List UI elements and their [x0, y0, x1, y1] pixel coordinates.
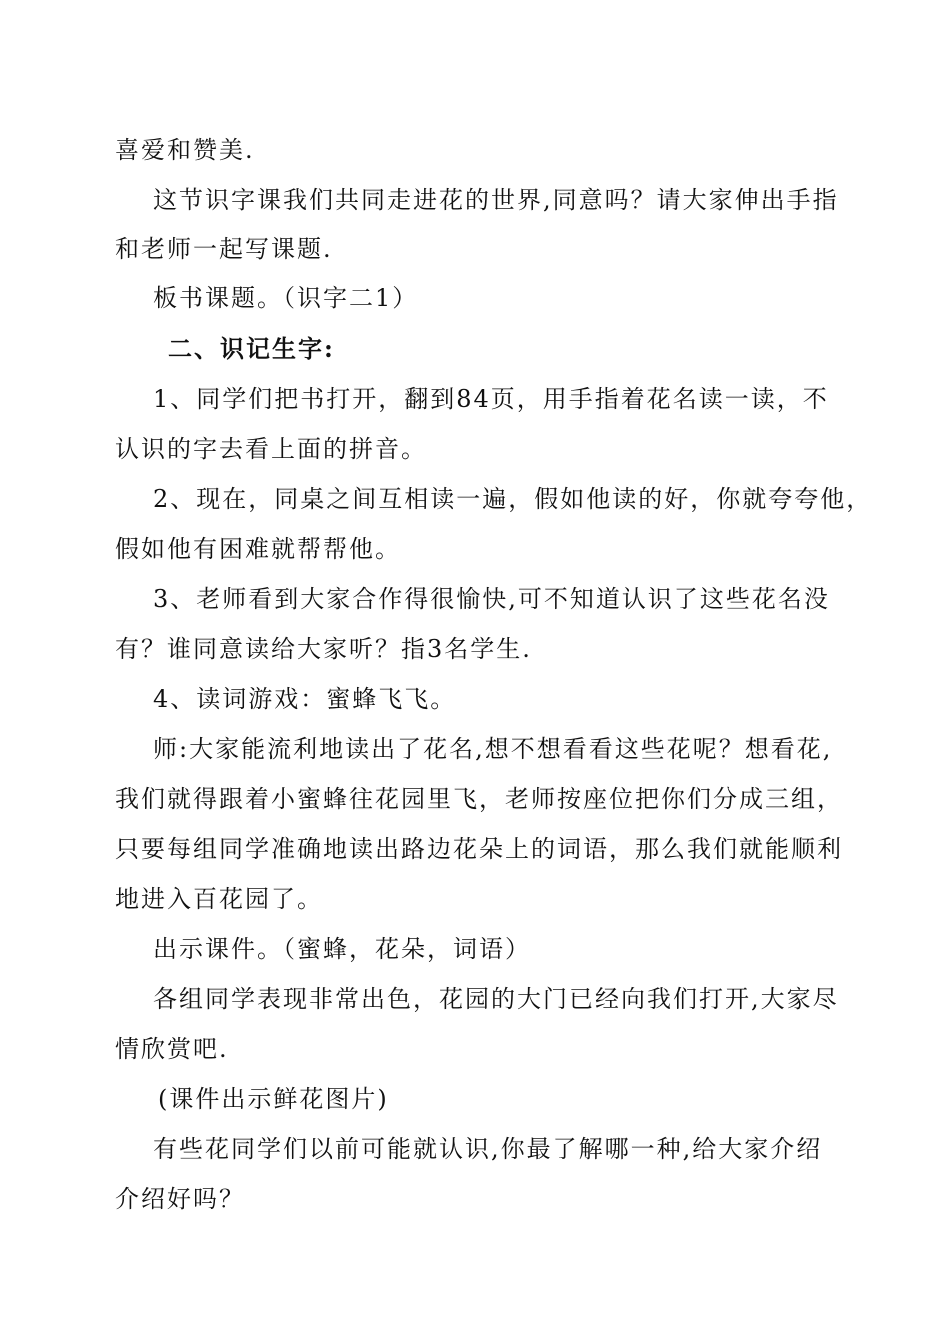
text-line: 有？谁同意读给大家听？指3名学生.: [115, 635, 532, 663]
text-line: 和老师一起写课题.: [115, 235, 333, 263]
text-line: 地进入百花园了。: [115, 885, 323, 913]
text-line: 只要每组同学准确地读出路边花朵上的词语，那么我们就能顺利: [115, 835, 843, 863]
text-line: 喜爱和赞美.: [115, 136, 255, 164]
text-line: 这节识字课我们共同走进花的世界,同意吗？请大家伸出手指: [153, 186, 839, 214]
text-line: 介绍好吗？: [115, 1185, 245, 1213]
text-line: (课件出示鲜花图片): [158, 1085, 389, 1113]
text-line: 有些花同学们以前可能就认识,你最了解哪一种,给大家介绍: [153, 1135, 823, 1163]
text-line: 各组同学表现非常出色，花园的大门已经向我们打开,大家尽: [153, 985, 839, 1013]
section-heading: 二、识记生字:: [168, 334, 335, 363]
text-line: 认识的字去看上面的拼音。: [115, 435, 427, 463]
text-line: 我们就得跟着小蜜蜂往花园里飞，老师按座位把你们分成三组，: [115, 785, 843, 813]
text-line: 1、同学们把书打开，翻到84页，用手指着花名读一读，不: [153, 385, 829, 413]
text-line: 师:大家能流利地读出了花名,想不想看看这些花呢？想看花,: [153, 735, 833, 763]
text-line: 3、老师看到大家合作得很愉快,可不知道认识了这些花名没: [153, 585, 830, 613]
text-line: 假如他有困难就帮帮他。: [115, 535, 401, 563]
text-line: 板书课题。（识字二1）: [153, 284, 419, 312]
text-line: 2、现在，同桌之间互相读一遍，假如他读的好，你就夸夸他，: [153, 485, 873, 513]
text-line: 4、读词游戏：蜜蜂飞飞。: [153, 685, 457, 713]
text-line: 情欣赏吧.: [115, 1035, 229, 1063]
text-line: 出示课件。（蜜蜂，花朵，词语）: [153, 935, 531, 963]
